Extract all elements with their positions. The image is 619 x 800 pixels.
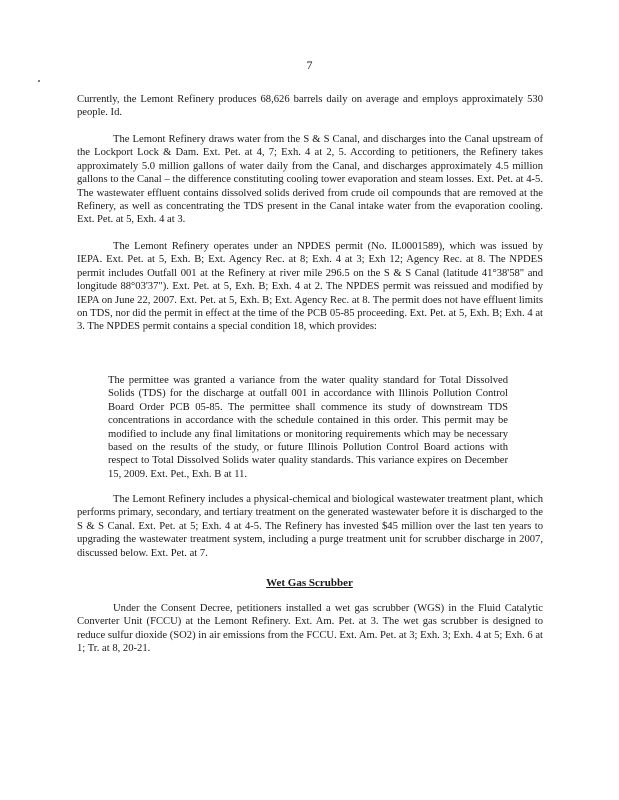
- page-number: 7: [306, 58, 313, 72]
- paragraph-production: Currently, the Lemont Refinery produces 68,626 barrels daily on average and employs approximately 530 people. Id.: [77, 94, 543, 119]
- paragraph-water-intake: The Lemont Refinery draws water from the S & S Canal, and discharges into the Canal upstream of the Lockport Lock & Dam. Ext. Pet. at 4, 7; Exh. 4 at 2, 5. According to petitioners, the Refinery takes approximately 5.0 million gallons of water daily from the Canal, and discharges approximately 4.5 million gallons to the Canal – the difference constituting cooling tower evaporation and steam losses. Ext. Pet. at 4-5. The wastewater effluent contains dissolved solids derived from crude oil compounds that are removed at the Refinery, as well as concentrating the TDS present in the Canal intake water from the evaporation cooling. Ext. Pet. at 5, Exh. 4 at 3.: [77, 134, 543, 226]
- scan-speck: [38, 80, 40, 82]
- paragraph-treatment-plant: The Lemont Refinery includes a physical-chemical and biological wastewater treatment plant, which performs primary, secondary, and tertiary treatment on the generated wastewater before it is discharged to the S & S Canal. Ext. Pet. at 5; Exh. 4 at 4-5. The Refinery has invested $45 million over the last ten years to upgrading the wastewater treatment system, including a purge treatment unit for scrubber discharge in 2007, discussed below. Ext. Pet. at 7.: [77, 494, 543, 559]
- section-heading: Wet Gas Scrubber: [266, 577, 353, 589]
- block-quote-special-condition: The permittee was granted a variance from the water quality standard for Total Dissolved Solids (TDS) for the discharge at outfall 001 in accordance with Illinois Pollution Control Board Order PCB 05-85. The permittee shall commence its study of downstream TDS concentrations in accordance with the schedule contained in this order. This permit may be modified to include any final limitations or monitoring requirements which may be necessary based on the results of the study, or future Illinois Pollution Control Board actions with respect to Total Dissolved Solids water quality standards. This variance expires on December 15, 2009. Ext. Pet., Exh. B at 11.: [108, 375, 508, 480]
- paragraph-wet-gas-scrubber: Under the Consent Decree, petitioners installed a wet gas scrubber (WGS) in the Fluid Catalytic Converter Unit (FCCU) at the Lemont Refinery. Ext. Am. Pet. at 3. The wet gas scrubber is designed to reduce sulfur dioxide (SO2) in air emissions from the FCCU. Ext. Am. Pet. at 3; Exh. 3; Exh. 4 at 5; Exh. 6 at 1; Tr. at 8, 20-21.: [77, 603, 543, 655]
- paragraph-npdes-permit: The Lemont Refinery operates under an NPDES permit (No. IL0001589), which was issued by IEPA. Ext. Pet. at 5, Exh. B; Ext. Agency Rec. at 8; Exh. 4 at 3; Exh 12; Agency Rec. at 8. The NPDES permit includes Outfall 001 at the Refinery at river mile 296.5 on the S & S Canal (latitude 41°38'58" and longitude 88°03'37"). Ext. Pet. at 5, Exh. B; Exh. 4 at 2. The NPDES permit was reissued and modified by IEPA on June 22, 2007. Ext. Pet. at 5, Exh. B; Ext. Agency Rec. at 8. The permit does not have effluent limits on TDS, nor did the permit in effect at the time of the PCB 05-85 proceeding. Ext. Pet. at 5, Exh. B; Exh. 4 at 3. The NPDES permit contains a special condition 18, which provides:: [77, 241, 543, 333]
